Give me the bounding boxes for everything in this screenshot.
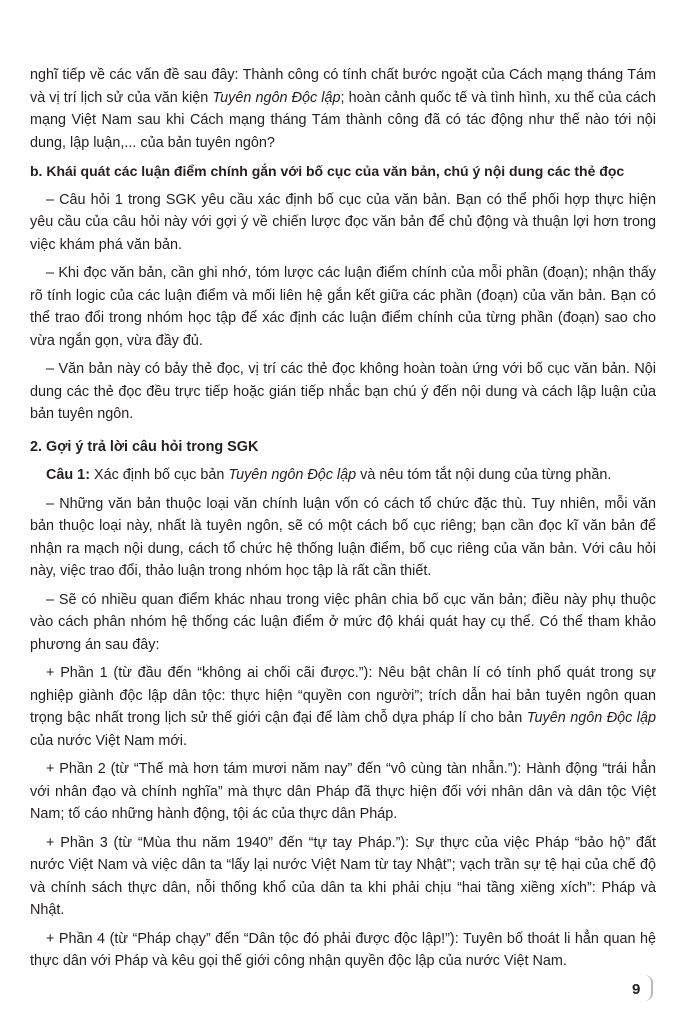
section-b-paragraph-2: – Khi đọc văn bản, cần ghi nhớ, tóm lược các luận điểm chính của mỗi phần (đoạn); nhận thấy rõ tính logic của các luận điểm và mối liên hệ gắn kết giữa các phần (đoạn) của văn bản. Bạn có thể trao đổi trong nhóm học tập để xác định các luận điểm chính của từng phần (đoạn) sao cho vừa ngắn gọn, vừa đầy đủ. bbox=[30, 265, 656, 349]
question-1 bbox=[30, 464, 656, 487]
part-2-item: + Phần 2 (từ “Thế mà hơn tám mươi năm nay” đến “vô cùng tàn nhẫn.”): Hành động “trái hẳn với nhân đạo và chính nghĩa” mà thực dân Pháp đã thực hiện đối với nhân dân và dân tộc Việt Nam; tố cáo những hành động, tội ác của thực dân Pháp. bbox=[30, 761, 656, 822]
question-1-text-end: và nêu tóm tắt nội dung của từng phần. bbox=[356, 467, 612, 483]
intro-text-end: ; hoàn cảnh quốc tế và tình hình, xu thế của cách mạng Việt Nam sau khi Cách mạng tháng Tám thành công đã có tác động như thế nào tới nội dung, lập luận,... của bản tuyên ngôn? bbox=[30, 89, 657, 151]
question-1-text: Xác định bố cục bản bbox=[89, 467, 229, 483]
question-1-label: Câu 1: bbox=[46, 467, 90, 483]
section-b-paragraph-3: – Văn bản này có bảy thẻ đọc, vị trí các thẻ đọc không hoàn toàn ứng với bố cục văn bản. Nội dung các thẻ đọc đều trực tiếp hoặc gián tiếp nhắc bạn chú ý đến nội dung và cách lập luận của bản tuyên ngôn. bbox=[30, 361, 656, 422]
section-2-heading: 2. Gợi ý trả lời câu hỏi trong SGK bbox=[30, 438, 259, 455]
intro-doc-title: Tuyên ngôn Độc lập bbox=[212, 89, 341, 106]
answer-paragraph-2: – Sẽ có nhiều quan điểm khác nhau trong việc phân chia bố cục văn bản; điều này phụ thuộc vào cách phân nhóm hệ thống các luận điểm ở mức độ khái quát hay cụ thể. Có thể tham khảo phương án sau đây: bbox=[30, 591, 656, 653]
page-content bbox=[30, 64, 656, 979]
part-1-text: + Phần 1 (từ đầu đến “không ai chối cãi được.”): Nêu bật chân lí có tính phổ quát trong sự nghiệp giành độc lập dân tộc: thực hiện “quyền con người”; trích dẫn hai bản tuyên ngôn quan trọng bậc nhất trong lịch sử thế giới cận đại để làm chỗ dựa pháp lí cho bản bbox=[30, 665, 656, 726]
intro-text: nghĩ tiếp về các vấn đề sau đây: Thành công có tính chất bước ngoặt của Cách mạng tháng Tám và vị trí lịch sử của văn kiện bbox=[30, 67, 656, 106]
section-b-heading: b. Khái quát các luận điểm chính gắn với bố cục của văn bản, chú ý nội dung các thẻ đọc bbox=[30, 163, 625, 179]
section-b-paragraph-1: – Câu hỏi 1 trong SGK yêu cầu xác định bố cục của văn bản. Bạn có thể phối hợp thực hiện yêu cầu của câu hỏi này với gợi ý về chiến lược đọc văn bản để chủ động và thuận lợi hơn trong việc khám phá văn bản. bbox=[30, 191, 656, 253]
part-1-item bbox=[30, 662, 656, 752]
answer-paragraph-1: – Những văn bản thuộc loại văn chính luận vốn có cách tổ chức đặc thù. Tuy nhiên, mỗi văn bản thuộc loại này, nhất là tuyên ngôn, sẽ có một cách bố cục riêng; bạn cần đọc kĩ văn bản để nhận ra mạch nội dung, cách tổ chức hệ thống luận điểm, bố cục riêng của văn bản. Với câu hỏi này, việc trao đổi, thảo luận trong nhóm học tập là rất cần thiết. bbox=[30, 495, 656, 579]
page-number: 9 bbox=[632, 981, 641, 998]
part-1-text-end: của nước Việt Nam mới. bbox=[30, 732, 188, 749]
page-number-bracket-icon bbox=[645, 975, 653, 1001]
intro-paragraph bbox=[30, 64, 656, 154]
part-3-item: + Phần 3 (từ “Mùa thu năm 1940” đến “tự tay Pháp.”): Sự thực của việc Pháp “bảo hộ” đất nước Việt Nam và việc dân ta “lấy lại nước Việt Nam từ tay Nhật”; vạch trần sự tệ hại của chế độ và chính sách thực dân, nỗi thống khổ của dân ta khi phải chịu “hai tầng xiềng xích”: Pháp và Nhật. bbox=[30, 834, 656, 918]
part-1-doc-title: Tuyên ngôn Độc lập bbox=[526, 710, 657, 726]
part-4-item: + Phần 4 (từ “Pháp chạy” đến “Dân tộc đó phải được độc lập!”): Tuyên bố thoát li hẳn quan hệ thực dân với Pháp và kêu gọi thế giới công nhận quyền độc lập của nước Việt Nam. bbox=[30, 930, 656, 969]
question-1-doc-title: Tuyên ngôn Độc lập bbox=[228, 467, 357, 483]
